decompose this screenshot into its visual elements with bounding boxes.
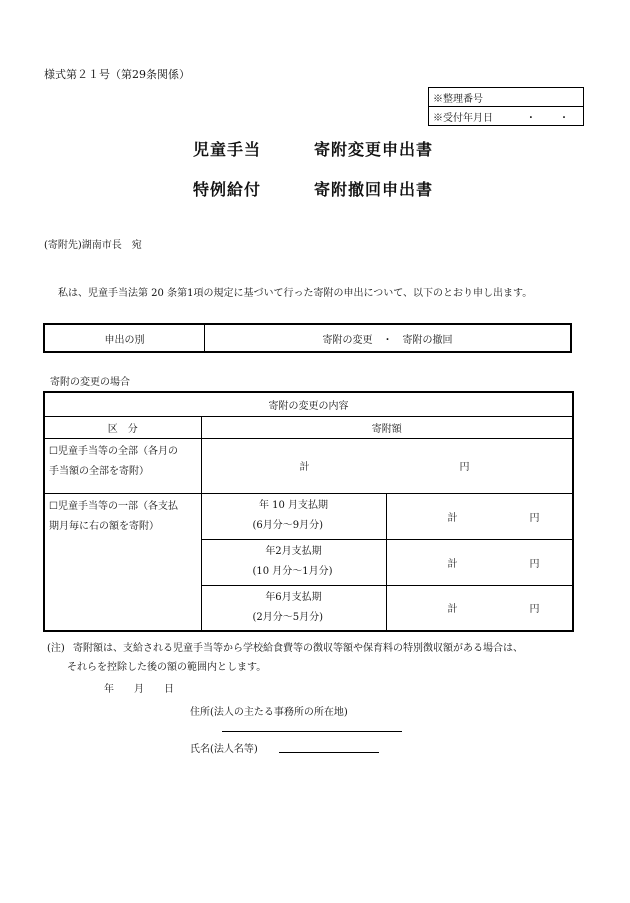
all-yen-label: 円	[459, 462, 470, 473]
address-label: 住所(法人の主たる事務所の所在地)	[190, 707, 348, 718]
reference-number-label: ※整理番号	[429, 88, 584, 107]
note-line-1: 寄附額は、支給される児童手当等から学校給食費等の徴収等額や保育料の特別徴収額がある場合は、	[73, 643, 523, 654]
note-line-2: それらを控除した後の額の範囲内とします。	[67, 662, 267, 673]
period-february-amount: 計 円	[386, 539, 573, 585]
partial-allowance-option: ☐児童手当等の一部（各支払 期月毎に右の額を寄附）	[44, 493, 201, 631]
all-total-label: 計	[299, 462, 310, 473]
received-date-row	[429, 107, 584, 126]
change-table-header: 寄附の変更の内容	[44, 392, 573, 416]
form-number: 様式第２１号（第29条関係）	[44, 68, 190, 81]
title-withdrawal-request: 寄附撤回申出書	[314, 180, 434, 199]
date-line: 年 月 日	[104, 684, 174, 695]
address-underline	[222, 731, 402, 732]
period-february: 年2月支払期 (10 月分～1月分)	[201, 539, 386, 585]
request-kind-table	[43, 323, 572, 353]
period-october: 年 10 月支払期 (6月分～9月分)	[201, 493, 386, 539]
office-use-box	[428, 87, 584, 126]
received-date-label: ※受付年月日	[433, 112, 493, 124]
name-underline	[279, 752, 379, 753]
title-special-benefit: 特例給付	[193, 180, 262, 199]
request-kind-label: 申出の別	[44, 324, 205, 352]
intro-text: 私は、児童手当法第 20 条第1項の規定に基づいて行った寄附の申出について、以下のとおり申し出ます。	[58, 288, 533, 299]
title-change-request: 寄附変更申出書	[314, 140, 434, 159]
note-prefix: (注)	[47, 643, 65, 654]
division-column-header: 区 分	[44, 416, 201, 438]
all-allowance-option: ☐児童手当等の全部（各月の 手当額の全部を寄附）	[44, 438, 201, 493]
received-date-dots: ・ ・	[525, 112, 579, 124]
request-kind-options: 寄附の変更 ・ 寄附の撤回	[205, 324, 572, 352]
addressee: (寄附先)湖南市長 宛	[44, 240, 142, 251]
all-allowance-amount	[201, 438, 573, 493]
name-label: 氏名(法人名等)	[190, 744, 258, 755]
amount-column-header: 寄附額	[201, 416, 573, 438]
section-heading: 寄附の変更の場合	[50, 377, 130, 388]
change-content-table	[43, 391, 574, 632]
title-allowance: 児童手当	[193, 140, 262, 159]
period-june-amount: 計 円	[386, 585, 573, 631]
period-june: 年6月支払期 (2月分～5月分)	[201, 585, 386, 631]
period-october-amount: 計 円	[386, 493, 573, 539]
